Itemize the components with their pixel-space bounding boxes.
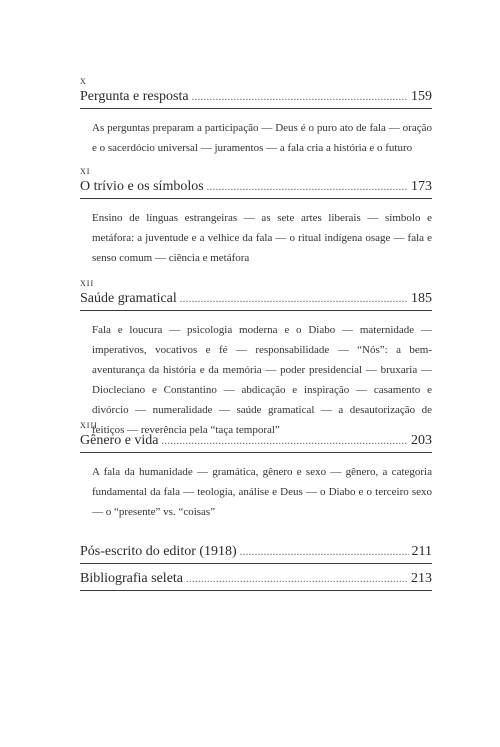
chapter-summary: Ensino de línguas estrangeiras — as sete artes liberais — símbolo e metáfora: a juventude e a velhice da fala — o ritual indígena osage — fala e senso comum — ciência e metáfora (92, 212, 432, 264)
toc-entry-line[interactable] (80, 88, 432, 109)
dot-leader (180, 291, 408, 309)
page-number: 203 (411, 433, 432, 448)
dot-leader (186, 571, 408, 589)
page-number: 173 (411, 179, 432, 194)
toc-chapter-xiii (80, 418, 432, 522)
page-number: 213 (411, 571, 432, 586)
toc-entry-editor-postscript[interactable] (80, 543, 432, 564)
chapter-title: O trívio e os símbolos (80, 179, 204, 194)
chapter-numeral: xii (80, 277, 95, 289)
toc-chapter-x (80, 74, 432, 158)
toc-entry-line[interactable] (80, 178, 432, 199)
page-number: 185 (411, 291, 432, 306)
dot-leader (162, 433, 408, 451)
chapter-title: Saúde gramatical (80, 291, 177, 306)
chapter-summary: A fala da humanidade — gramática, gênero e sexo — gênero, a categoria fundamental da fala — teologia, análise e Deus — o Diabo e o terceiro sexo — o “presente” vs. “coisas” (92, 466, 432, 518)
chapter-summary: Fala e loucura — psicologia moderna e o Diabo — maternidade — imperativos, vocativos e fé — responsabilidade — “Nós”: a bem-aventurança da história e da memória — poder presidencial — bruxaria — Diocleciano e Constantino — abdicação e inspiração — casamento e divórcio — numeralidade — saúde gramatical — a desautorização de feitiços — reverência pela “taça temporal” (92, 324, 432, 436)
chapter-title: Pergunta e resposta (80, 89, 189, 104)
chapter-numeral: xiii (80, 419, 98, 431)
toc-chapter-xi (80, 164, 432, 268)
entry-title: Pós-escrito do editor (1918) (80, 544, 237, 559)
toc-entry-line[interactable] (80, 290, 432, 311)
entry-title: Bibliografia seleta (80, 571, 184, 586)
toc-chapter-xii (80, 276, 432, 440)
dot-leader (207, 179, 408, 197)
chapter-summary: As perguntas preparam a participação — Deus é o puro ato de fala — oração e o sacerdócio universal — juramentos — a fala cria a história e o futuro (92, 122, 432, 154)
dot-leader (240, 544, 409, 562)
toc-entry-bibliography[interactable] (80, 570, 432, 591)
page-number: 159 (411, 89, 432, 104)
toc-entry-line[interactable] (80, 432, 432, 453)
chapter-numeral: x (80, 75, 87, 87)
chapter-numeral: xi (80, 165, 91, 177)
page-number: 211 (411, 544, 432, 559)
dot-leader (192, 89, 408, 107)
chapter-title: Gênero e vida (80, 433, 159, 448)
